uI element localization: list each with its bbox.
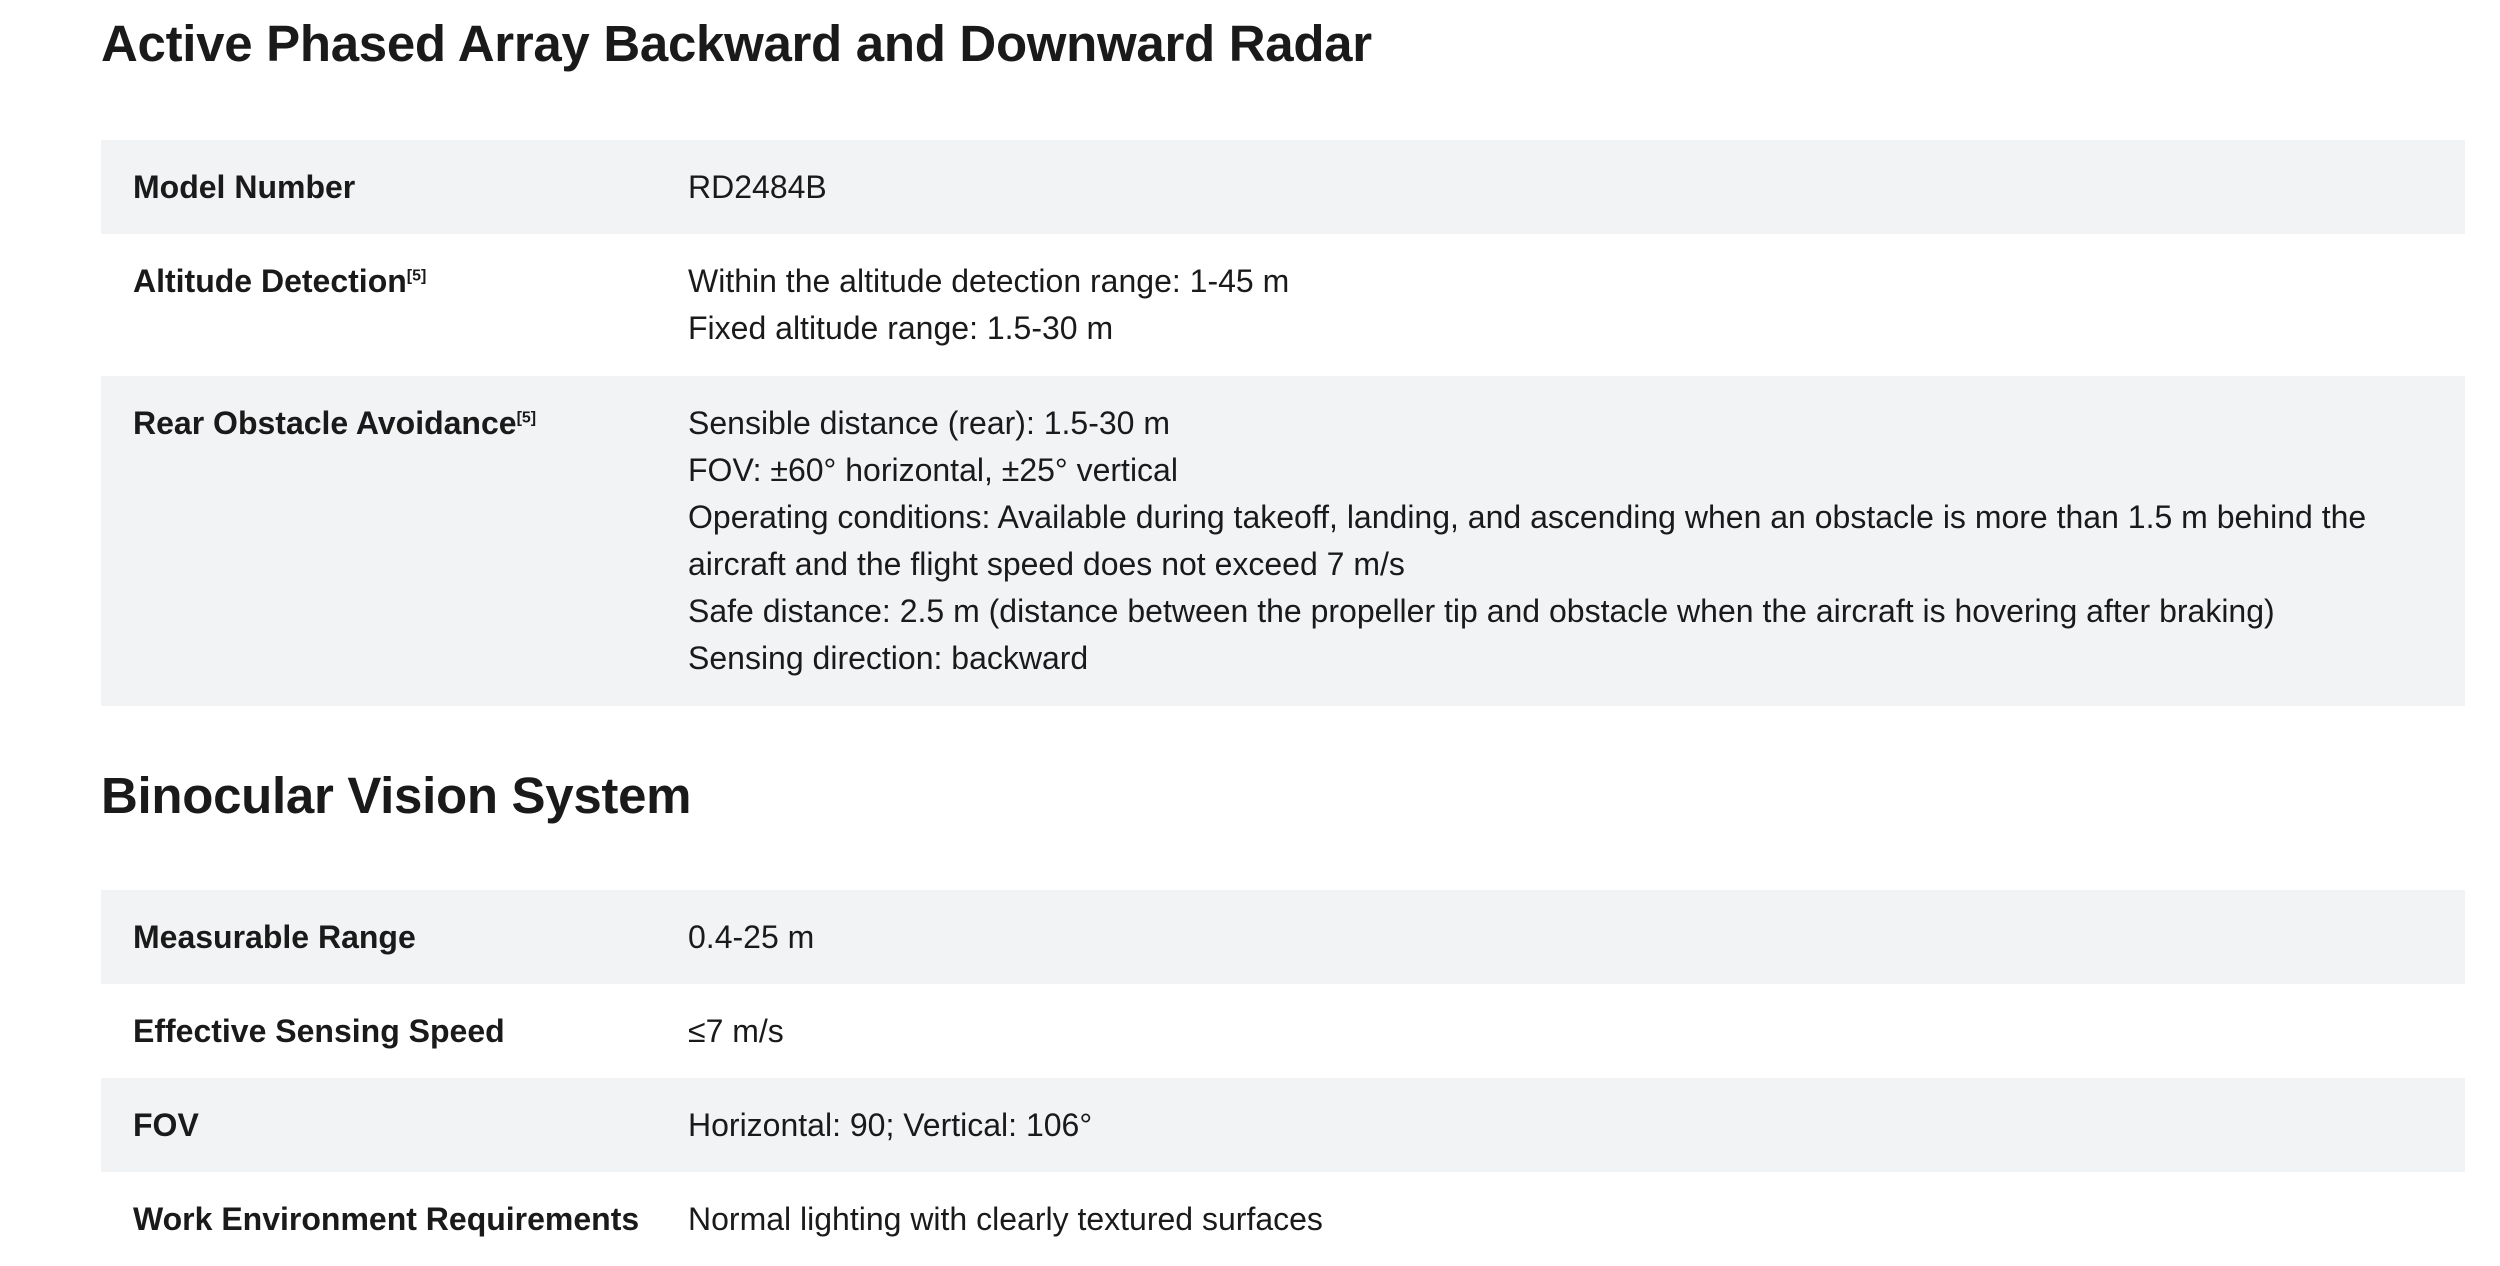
spec-row-effective-sensing-speed <box>101 984 2465 1078</box>
spec-row-measurable-range <box>101 890 2465 984</box>
spec-label: Measurable Range <box>133 919 416 955</box>
spec-row-altitude-detection <box>101 234 2465 376</box>
spec-label: Rear Obstacle Avoidance[5] <box>133 405 537 441</box>
spec-row-fov <box>101 1078 2465 1172</box>
footnote-marker: [5] <box>406 267 427 285</box>
spec-label: Model Number <box>133 169 356 205</box>
spec-label: FOV <box>133 1107 199 1143</box>
spec-value: ≤7 m/s <box>688 1013 784 1049</box>
spec-table-radar <box>101 140 2465 706</box>
spec-value: Sensible distance (rear): 1.5-30 m FOV: ±60° horizontal, ±25° vertical Operating conditions: Available during takeoff, landing, and ascending when an obstacle is more than 1.5 m behind the aircraft and the flight speed does not exceed 7 m/s Safe distance: 2.5 m (distance between the propeller tip and obstacle when the aircraft is hovering after braking) Sensing direction: backward <box>688 405 2367 676</box>
spec-value: Horizontal: 90; Vertical: 106° <box>688 1107 1093 1143</box>
spec-label: Effective Sensing Speed <box>133 1013 505 1049</box>
spec-table-binocular-vision <box>101 890 2465 1266</box>
spec-value: RD2484B <box>688 169 827 205</box>
spec-row-work-environment <box>101 1172 2465 1266</box>
spec-row-rear-obstacle-avoidance <box>101 376 2465 706</box>
spec-label: Work Environment Requirements <box>133 1201 640 1237</box>
spec-row-model-number <box>101 140 2465 234</box>
footnote-marker: [5] <box>516 409 537 427</box>
section-title-binocular-vision: Binocular Vision System <box>101 767 692 824</box>
spec-label: Altitude Detection[5] <box>133 263 427 299</box>
spec-value: Within the altitude detection range: 1-45 m Fixed altitude range: 1.5-30 m <box>688 263 1290 346</box>
spec-value: 0.4-25 m <box>688 919 815 955</box>
spec-value: Normal lighting with clearly textured surfaces <box>688 1201 1323 1237</box>
section-title-radar: Active Phased Array Backward and Downward Radar <box>101 15 1372 72</box>
